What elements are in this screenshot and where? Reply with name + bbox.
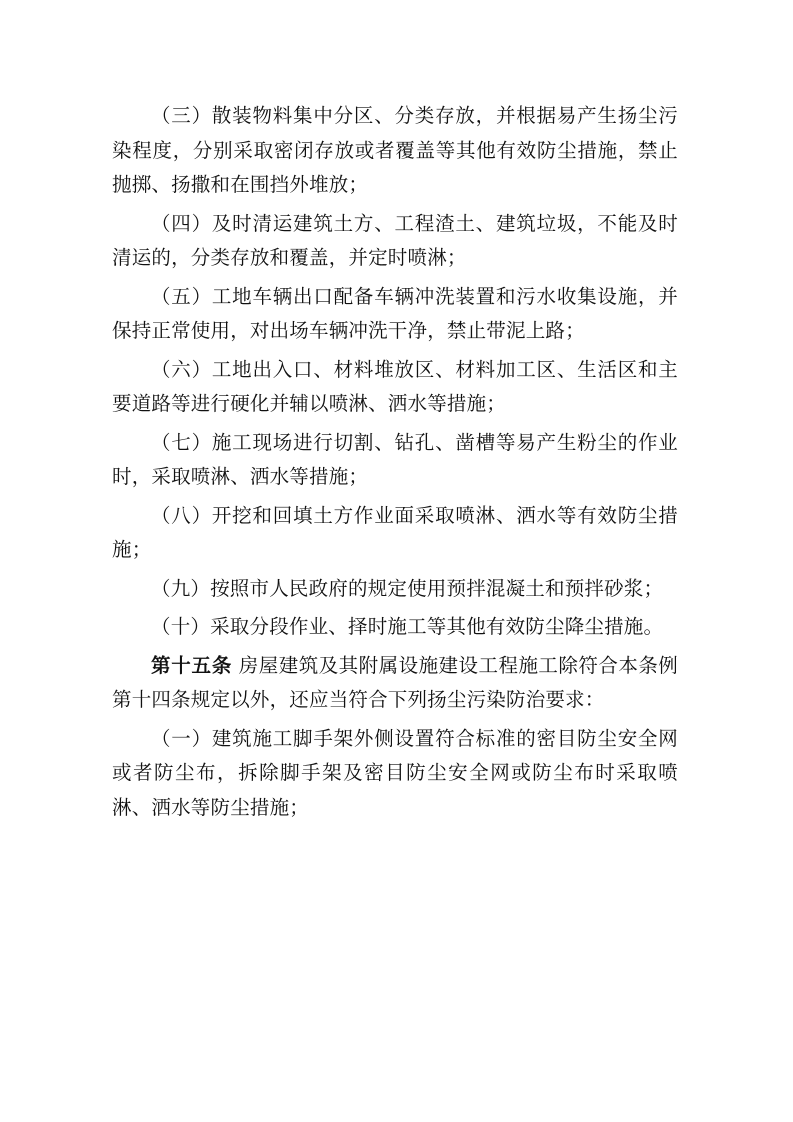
- clause-9: （九）按照市人民政府的规定使用预拌混凝土和预拌砂浆；: [151, 576, 664, 600]
- clause-5: （五）工地车辆出口配备车辆冲洗装置和污水收集设施，并保持正常使用，对出场车辆冲洗干净，禁止带泥上路；: [112, 284, 678, 342]
- article-15: [112, 649, 678, 718]
- clause-7: （七）施工现场进行切割、钻孔、凿槽等易产生粉尘的作业时，采取喷淋、洒水等措施；: [112, 430, 678, 488]
- document-page: [112, 99, 678, 825]
- clause-4: （四）及时清运建筑土方、工程渣土、建筑垃圾，不能及时清运的，分类存放和覆盖，并定时喷淋；: [112, 211, 678, 269]
- clause-1: （一）建筑施工脚手架外侧设置符合标准的密目防尘安全网或者防尘布，拆除脚手架及密目防尘安全网或防尘布时采取喷淋、洒水等防尘措施；: [112, 726, 678, 819]
- clause-10: （十）采取分段作业、择时施工等其他有效防尘降尘措施。: [151, 615, 664, 638]
- clause-3: （三）散装物料集中分区、分类存放，并根据易产生扬尘污染程度，分别采取密闭存放或者覆盖等其他有效防尘措施，禁止抛掷、扬撒和在围挡外堆放；: [112, 104, 678, 196]
- clause-6: （六）工地出入口、材料堆放区、材料加工区、生活区和主要道路等进行硬化并辅以喷淋、洒水等措施；: [112, 357, 678, 415]
- article-spacer: [232, 654, 239, 677]
- clause-8: （八）开挖和回填土方作业面采取喷淋、洒水等有效防尘措施；: [112, 503, 678, 561]
- article-heading: 第十五条: [151, 653, 233, 677]
- article-text: 房屋建筑及其附属设施建设工程施工除符合本条例第十四条规定以外，还应当符合下列扬尘污染防治要求：: [112, 653, 678, 711]
